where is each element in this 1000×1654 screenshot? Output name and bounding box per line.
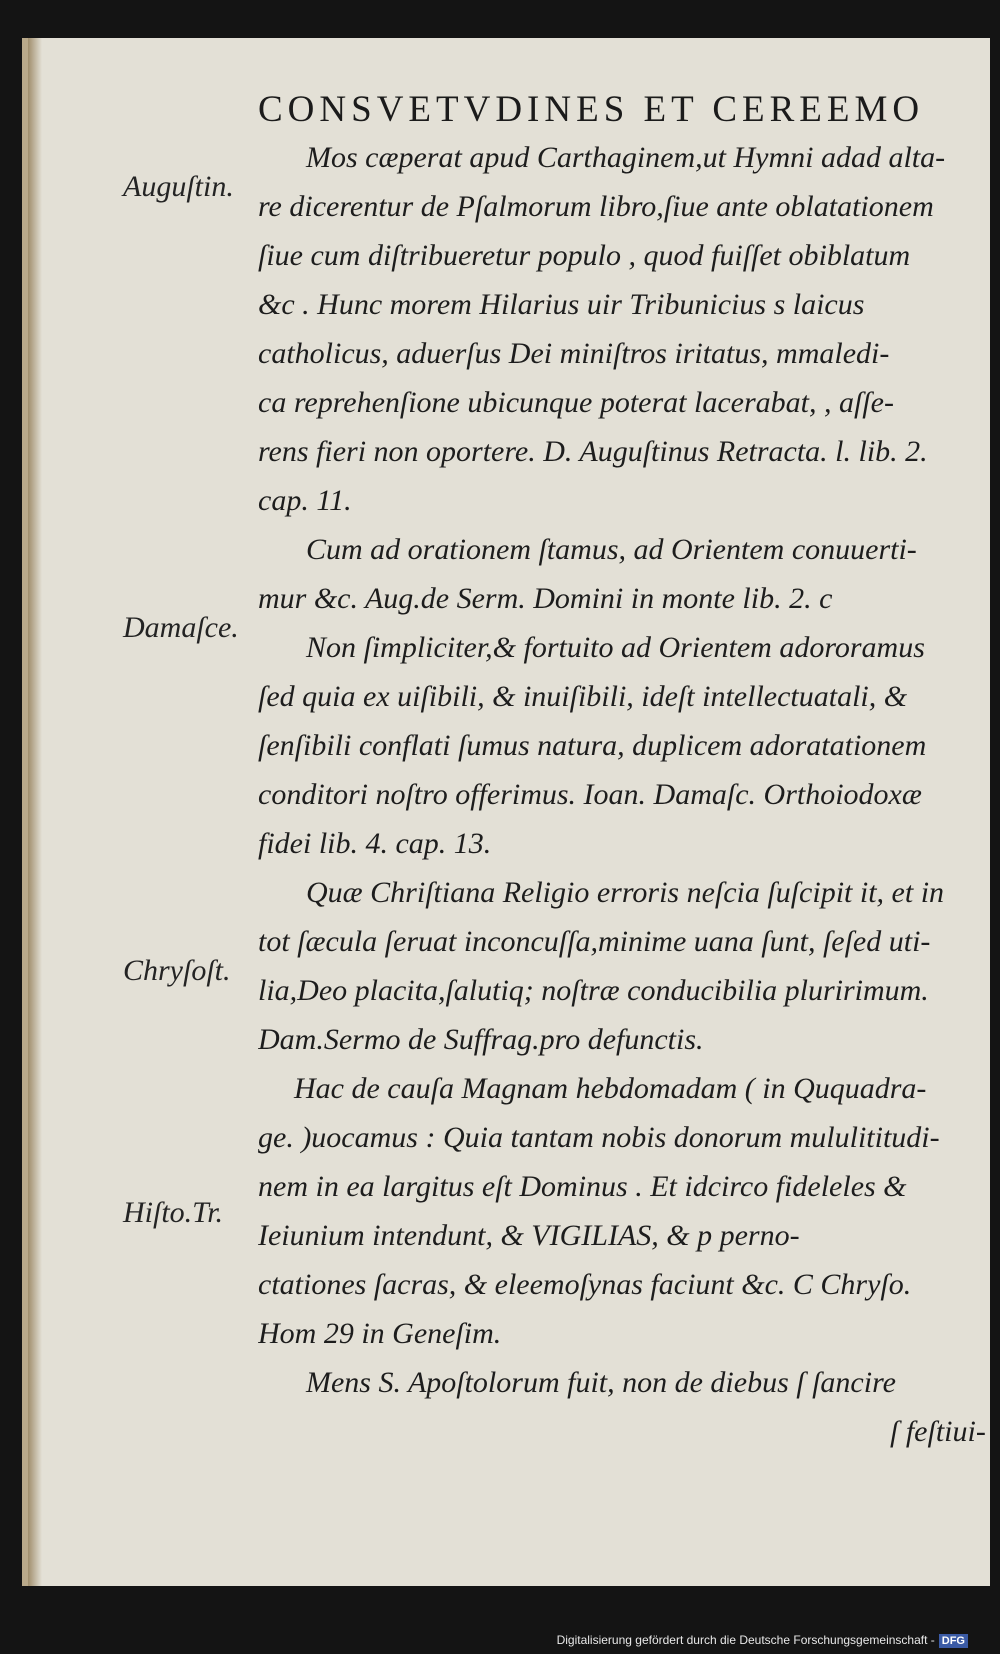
text-line: ſenſibili conflati ſumus natura, duplicem adoratationem [258,729,927,762]
text-line: ctationes ſacras, & eleemoſynas faciunt &c. C Chryſo. [258,1268,912,1301]
running-header: CONSVETVDINES ET CEREEMO [258,89,925,130]
credit-text: Digitalisierung gefördert durch die Deutsche Forschungsgemeinschaft - [556,1633,935,1647]
body-text [258,133,988,1456]
text-line: ſ feſtiui- [890,1415,986,1448]
text-line: ſed quia ex uiſibili, & inuiſibili, ideſt intellectuatali, & [258,680,908,713]
text-line: Hac de cauſa Magnam hebdomadam ( in Ququadra- [294,1072,927,1105]
text-line: conditori noſtro offerimus. Ioan. Damaſc. Orthoiodoxæ [258,778,922,811]
text-line: nem in ea largitus eſt Dominus . Et idcirco fideleles & [258,1170,907,1203]
text-line: &c . Hunc morem Hilarius uir Tribunicius s laicus [258,288,865,321]
text-line: Ieiunium intendunt, & VIGILIAS, & p perno- [258,1219,800,1252]
text-line: Quæ Chriſtiana Religio erroris neſcia ſuſcipit it, et in [306,876,945,909]
margin-note-chrysostom: Chryſoſt. [123,954,231,987]
text-line: Mens S. Apoſtolorum fuit, non de diebus ſ ſancire [306,1366,896,1399]
text-line: Mos cæperat apud Carthaginem,ut Hymni adad alta- [306,141,946,174]
text-line: fidei lib. 4. cap. 13. [258,827,492,860]
text-line: cap. 11. [258,484,352,517]
text-line: mur &c. Aug.de Serm. Domini in monte lib. 2. c [258,582,833,615]
margin-note-historia: Hiſto.Tr. [123,1196,224,1229]
page-edge [28,38,42,1586]
text-line: rens fieri non oportere. D. Auguſtinus Retracta. l. lib. 2. [258,435,928,468]
text-line: lia,Deo placita,ſalutiq; noſtræ conducibilia pluririmum. [258,974,929,1007]
dfg-logo: DFG [939,1634,968,1648]
margin-note-augustin: Auguſtin. [123,170,234,203]
text-line: ge. )uocamus : Quia tantam nobis donorum mululititudi- [258,1121,940,1154]
text-line: Hom 29 in Geneſim. [258,1317,502,1350]
text-line: tot ſæcula ſeruat inconcuſſa,minime uana ſunt, ſeſed uti- [258,925,931,958]
text-line: Cum ad orationem ſtamus, ad Orientem conuuerti- [306,533,917,566]
text-line: re dicerentur de Pſalmorum libro,ſiue ante oblatationem [258,190,934,223]
text-line: ca reprehenſione ubicunque poterat lacerabat, , aſſe- [258,386,894,419]
margin-note-damascenus: Damaſce. [123,611,239,644]
text-line: ſiue cum diſtribueretur populo , quod fuiſſet obiblatum [258,239,911,272]
text-line: Dam.Sermo de Suffrag.pro defunctis. [258,1023,704,1056]
text-line: Non ſimpliciter,& fortuito ad Orientem adororamus [306,631,925,664]
digitization-credit [557,1633,968,1648]
text-line: catholicus, aduerſus Dei miniſtros iritatus, mmaledi- [258,337,890,370]
book-page [22,38,990,1586]
